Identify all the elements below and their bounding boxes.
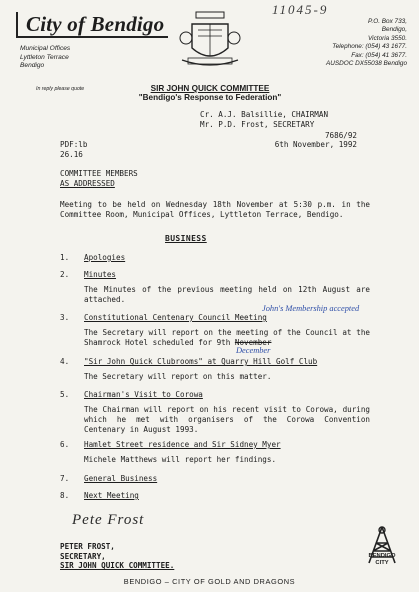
item-number: 8. bbox=[60, 491, 70, 500]
recipients bbox=[60, 169, 138, 188]
item-title: Minutes bbox=[84, 270, 117, 279]
address-line: Lyttleton Terrace bbox=[20, 53, 69, 61]
item-title: Chairman's Visit to Corowa bbox=[84, 390, 203, 399]
item-title: General Business bbox=[84, 474, 158, 483]
signature-line: PETER FROST, bbox=[60, 542, 115, 551]
address-line: P.O. Box 733, bbox=[368, 18, 407, 25]
ref-sub: 26.16 bbox=[60, 149, 83, 159]
item-number: 5. bbox=[60, 390, 70, 399]
tower-label-line: BENDIGO bbox=[368, 553, 396, 559]
handwritten-correction: December bbox=[236, 346, 271, 355]
item-text bbox=[84, 328, 370, 348]
item-number: 6. bbox=[60, 440, 70, 449]
address-line: Victoria 3550. bbox=[368, 34, 407, 42]
item-text: The Secretary will report on this matter. bbox=[84, 372, 272, 381]
item-number: 1. bbox=[60, 253, 70, 262]
ref-code: PDF:lb bbox=[60, 140, 88, 149]
address-line: Telephone: (054) 43 1677. bbox=[332, 43, 407, 51]
city-crest-icon bbox=[178, 10, 242, 72]
item-text: The Minutes of the previous meeting held on 12th August are attached. bbox=[84, 285, 370, 304]
reference-number: 7686/92 bbox=[324, 131, 357, 140]
item-title: Hamlet Street residence and Sir Sidney Myer bbox=[84, 440, 281, 449]
tower-label-line: CITY bbox=[375, 560, 389, 566]
item-title: Next Meeting bbox=[84, 491, 139, 500]
chairman-line: Cr. A.J. Balsillie, CHAIRMAN bbox=[200, 110, 329, 119]
bendigo-city-label bbox=[356, 553, 408, 567]
officers bbox=[200, 110, 328, 129]
secretary-line: Mr. P.D. Frost, SECRETARY bbox=[200, 119, 315, 129]
address-line: AUSDOC DX55038 Bendigo bbox=[326, 60, 407, 68]
signature-line: SIR JOHN QUICK COMMITTEE. bbox=[60, 561, 175, 571]
recipient-line: AS ADDRESSED bbox=[60, 178, 115, 188]
item-number: 2. bbox=[60, 270, 70, 279]
reference-code bbox=[60, 140, 87, 159]
recipient-line: COMMITTEE MEMBERS bbox=[60, 169, 138, 178]
business-heading: BUSINESS bbox=[165, 234, 207, 243]
address-line: Bendigo, bbox=[381, 26, 407, 34]
item-text: Michele Matthews will report her findings. bbox=[84, 455, 277, 464]
struck-word: November bbox=[234, 338, 272, 347]
committee-heading bbox=[60, 84, 360, 103]
item-number: 7. bbox=[60, 474, 70, 483]
committee-subtitle: "Bendigo's Response to Federation" bbox=[138, 93, 282, 103]
signature-line: SECRETARY, bbox=[60, 551, 106, 561]
letter-date: 6th November, 1992 bbox=[274, 140, 357, 149]
item-number: 4. bbox=[60, 357, 70, 366]
item-title: Apologies bbox=[84, 253, 126, 262]
handwritten-annotation: John's Membership accepted bbox=[262, 304, 360, 313]
footer-slogan: BENDIGO – CITY OF GOLD AND DRAGONS bbox=[123, 577, 296, 586]
item-title: Constitutional Centenary Council Meeting bbox=[84, 313, 267, 322]
item-text-part: The Secretary will report on the meeting of the Council at the Shamrock Hotel scheduled for 9th bbox=[84, 328, 370, 347]
committee-name: SIR JOHN QUICK COMMITTEE bbox=[150, 84, 270, 93]
address-line: Municipal Offices bbox=[20, 45, 71, 52]
address-line: Bendigo bbox=[20, 62, 45, 70]
signature-block bbox=[60, 542, 174, 571]
meeting-intro: Meeting to be held on Wednesday 18th November at 5:30 p.m. in the Committee Room, Municipal Offices, Lyttleton Terrace, Bendigo. bbox=[60, 200, 370, 219]
address-line: Fax: (054) 41 3677. bbox=[351, 51, 407, 59]
handwritten-signature: Pete Frost bbox=[72, 512, 145, 528]
item-text: The Chairman will report on his recent visit to Corowa, during which he met with organisers of the Corowa Convention Centenary in August 1993. bbox=[84, 405, 370, 434]
reply-note: In reply please quote bbox=[36, 86, 85, 92]
item-title: "Sir John Quick Clubrooms" at Quarry Hill Golf Club bbox=[84, 357, 318, 366]
postal-address bbox=[326, 18, 407, 68]
handwritten-file-number: 11045-9 bbox=[272, 2, 329, 17]
item-number: 3. bbox=[60, 313, 70, 322]
municipal-address bbox=[20, 45, 70, 71]
city-logo-title: City of Bendigo bbox=[16, 12, 168, 38]
